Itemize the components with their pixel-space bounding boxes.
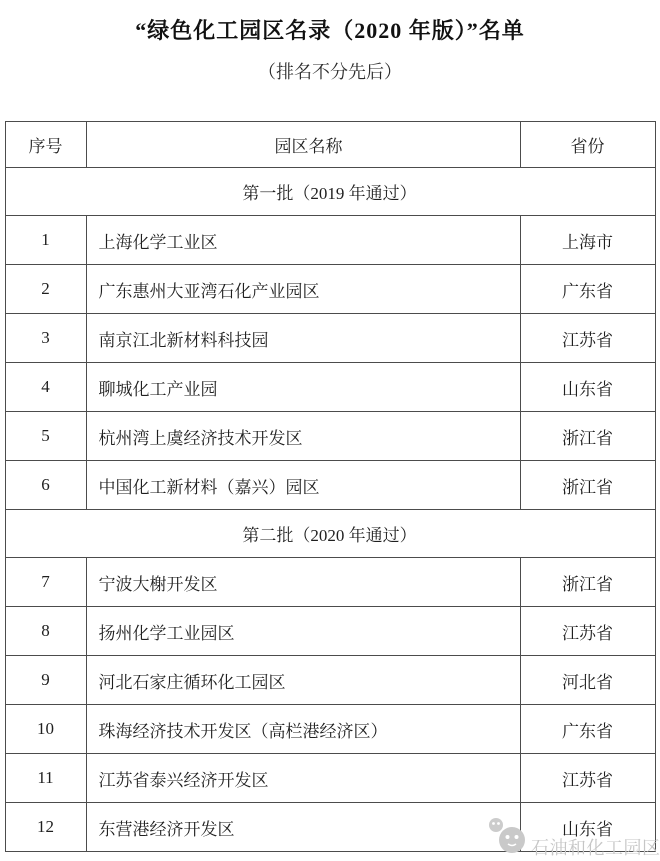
watermark-text: 石油和化工园区	[531, 838, 660, 858]
table-row	[5, 656, 655, 705]
table-row	[5, 363, 655, 412]
park-name: 广东惠州大亚湾石化产业园区	[86, 265, 520, 314]
park-name: 东营港经济开发区	[86, 803, 520, 852]
row-number: 10	[5, 705, 86, 754]
province-name: 浙江省	[520, 461, 655, 510]
table-row	[5, 265, 655, 314]
park-table	[5, 121, 656, 852]
table-row	[5, 558, 655, 607]
row-number: 2	[5, 265, 86, 314]
row-number: 4	[5, 363, 86, 412]
page	[0, 16, 660, 861]
section-label: 第二批（2020 年通过）	[5, 510, 655, 558]
park-name: 河北石家庄循环化工园区	[86, 656, 520, 705]
table-row	[5, 216, 655, 265]
province-name: 广东省	[520, 265, 655, 314]
province-name: 江苏省	[520, 607, 655, 656]
province-name: 江苏省	[520, 754, 655, 803]
table-row	[5, 607, 655, 656]
park-name: 宁波大榭开发区	[86, 558, 520, 607]
park-name: 杭州湾上虞经济技术开发区	[86, 412, 520, 461]
header-park-name: 园区名称	[86, 122, 520, 168]
province-name: 上海市	[520, 216, 655, 265]
header-no: 序号	[5, 122, 86, 168]
province-name: 江苏省	[520, 314, 655, 363]
park-name: 上海化学工业区	[86, 216, 520, 265]
section-row	[5, 168, 655, 216]
park-name: 聊城化工产业园	[86, 363, 520, 412]
page-subtitle: （排名不分先后）	[258, 62, 402, 82]
row-number: 6	[5, 461, 86, 510]
row-number: 5	[5, 412, 86, 461]
section-row	[5, 510, 655, 558]
table-row	[5, 314, 655, 363]
province-name: 山东省	[520, 803, 655, 852]
header-province: 省份	[520, 122, 655, 168]
province-name: 河北省	[520, 656, 655, 705]
page-title: “绿色化工园区名录（2020 年版）”名单	[135, 18, 525, 43]
park-name: 江苏省泰兴经济开发区	[86, 754, 520, 803]
table-body	[5, 168, 655, 852]
row-number: 12	[5, 803, 86, 852]
row-number: 8	[5, 607, 86, 656]
province-name: 浙江省	[520, 412, 655, 461]
park-name: 中国化工新材料（嘉兴）园区	[86, 461, 520, 510]
table-row	[5, 754, 655, 803]
table-row	[5, 705, 655, 754]
table-row	[5, 803, 655, 852]
province-name: 浙江省	[520, 558, 655, 607]
park-name: 南京江北新材料科技园	[86, 314, 520, 363]
province-name: 山东省	[520, 363, 655, 412]
table-header-row	[5, 122, 655, 168]
table-row	[5, 461, 655, 510]
row-number: 3	[5, 314, 86, 363]
row-number: 1	[5, 216, 86, 265]
park-name: 珠海经济技术开发区（高栏港经济区）	[86, 705, 520, 754]
row-number: 11	[5, 754, 86, 803]
park-name: 扬州化学工业园区	[86, 607, 520, 656]
row-number: 7	[5, 558, 86, 607]
section-label: 第一批（2019 年通过）	[5, 168, 655, 216]
table-row	[5, 412, 655, 461]
province-name: 广东省	[520, 705, 655, 754]
row-number: 9	[5, 656, 86, 705]
